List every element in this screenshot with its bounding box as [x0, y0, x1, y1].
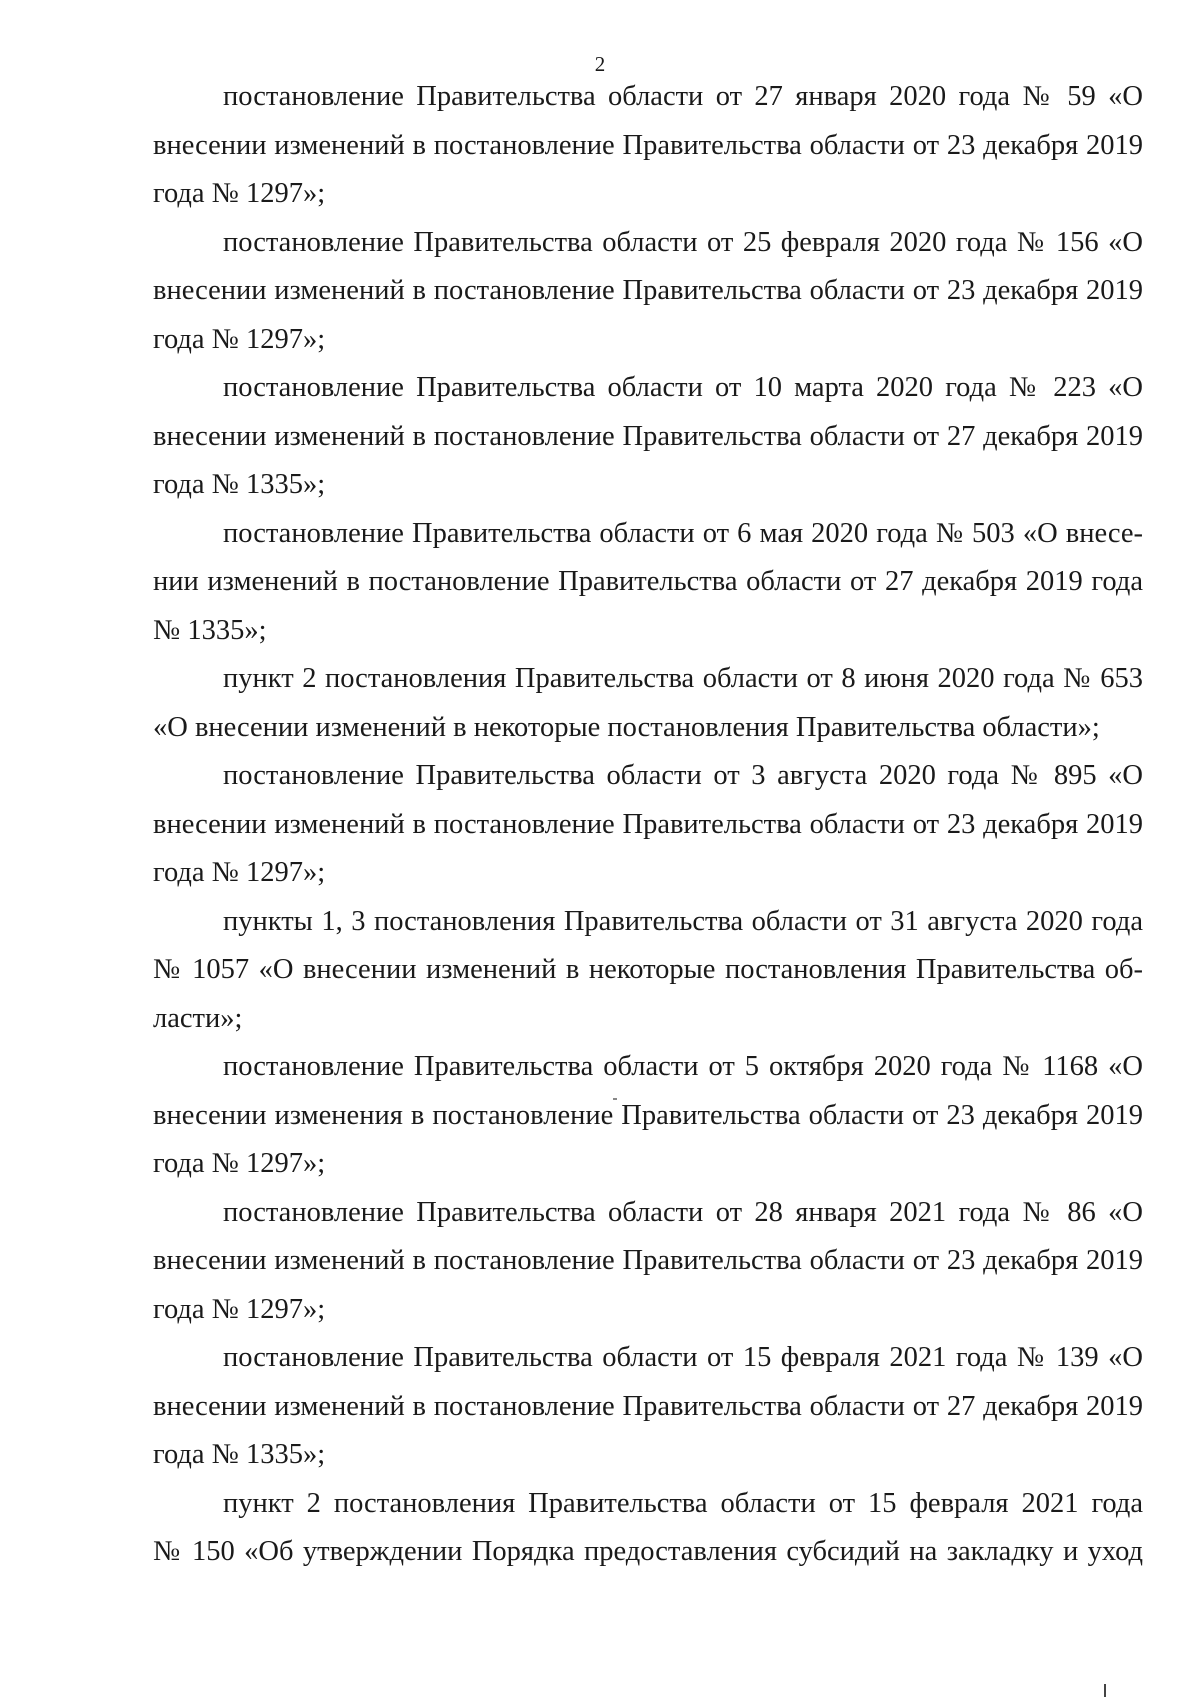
paragraph-line: постановление Правительства области от 25 февраля 2020 года № 156 «О: [223, 226, 1143, 258]
paragraph-line: пункты 1, 3 постановления Правительства области от 31 августа 2020 года: [223, 905, 1143, 937]
paragraph-line: пункт 2 постановления Правительства области от 15 февраля 2021 года: [223, 1487, 1143, 1519]
paragraph-line: «О внесении изменений в некоторые постановления Правительства области»;: [153, 711, 1100, 743]
paragraph-line: внесении изменений в постановление Правительства области от 27 декабря 2019: [153, 1390, 1143, 1422]
paragraph-line: постановление Правительства области от 3 августа 2020 года № 895 «О: [223, 760, 1143, 791]
paragraph-line: внесении изменений в постановление Правительства области от 27 декабря 2019: [153, 420, 1143, 452]
paragraph-line: внесении изменений в постановление Правительства области от 23 декабря 2019: [153, 1245, 1143, 1276]
paragraph: [153, 1334, 1143, 1480]
paragraph-line: № 1335»;: [153, 614, 267, 646]
paragraph: [153, 73, 1143, 219]
paragraph-line: постановление Правительства области от 10 марта 2020 года № 223 «О: [223, 372, 1143, 403]
paragraph-line: нии изменений в постановление Правительства области от 27 декабря 2019 года: [153, 566, 1143, 597]
paragraph-line: № 150 «Об утверждении Порядка предоставления субсидий на закладку и уход: [153, 1536, 1143, 1567]
paragraph: [153, 1189, 1143, 1335]
paragraph: [153, 364, 1143, 510]
paragraph-line: № 1057 «О внесении изменений в некоторые постановления Правительства об-: [153, 954, 1143, 985]
paragraph-line: года № 1335»;: [153, 469, 326, 500]
paragraph: [153, 898, 1143, 1044]
scan-artifact-dot: [613, 1098, 617, 1100]
paragraph-line: пункт 2 постановления Правительства области от 8 июня 2020 года № 653: [223, 663, 1143, 694]
page-number: 2: [594, 52, 606, 76]
paragraph-line: года № 1297»;: [153, 1148, 326, 1179]
paragraph-line: постановление Правительства области от 27 января 2020 года № 59 «О: [223, 81, 1143, 112]
document-body: [153, 73, 1143, 1577]
paragraph-line: постановление Правительства области от 15 февраля 2021 года № 139 «О: [223, 1342, 1143, 1373]
scan-artifact-tick: [1104, 1684, 1106, 1697]
paragraph: [153, 1043, 1143, 1189]
paragraph-line: постановление Правительства области от 5 октября 2020 года № 1168 «О: [223, 1051, 1143, 1082]
paragraph-line: года № 1297»;: [153, 857, 326, 888]
paragraph: [153, 655, 1143, 752]
paragraph: [153, 752, 1143, 898]
paragraph: [153, 219, 1143, 365]
paragraph-line: года № 1297»;: [153, 178, 326, 209]
paragraph-line: внесении изменений в постановление Правительства области от 23 декабря 2019: [153, 129, 1143, 161]
paragraph-line: года № 1297»;: [153, 323, 326, 355]
paragraph-line: внесении изменения в постановление Правительства области от 23 декабря 2019: [153, 1099, 1143, 1131]
paragraph-line: года № 1335»;: [153, 1439, 326, 1470]
paragraph-line: ласти»;: [153, 1002, 243, 1034]
paragraph-line: года № 1297»;: [153, 1293, 326, 1325]
paragraph-line: постановление Правительства области от 6 мая 2020 года № 503 «О внесе-: [223, 517, 1143, 549]
paragraph-line: внесении изменений в постановление Правительства области от 23 декабря 2019: [153, 808, 1143, 840]
paragraph-line: внесении изменений в постановление Правительства области от 23 декабря 2019: [153, 275, 1143, 306]
paragraph-line: постановление Правительства области от 28 января 2021 года № 86 «О: [223, 1196, 1143, 1228]
paragraph: [153, 510, 1143, 656]
paragraph: [153, 1480, 1143, 1577]
